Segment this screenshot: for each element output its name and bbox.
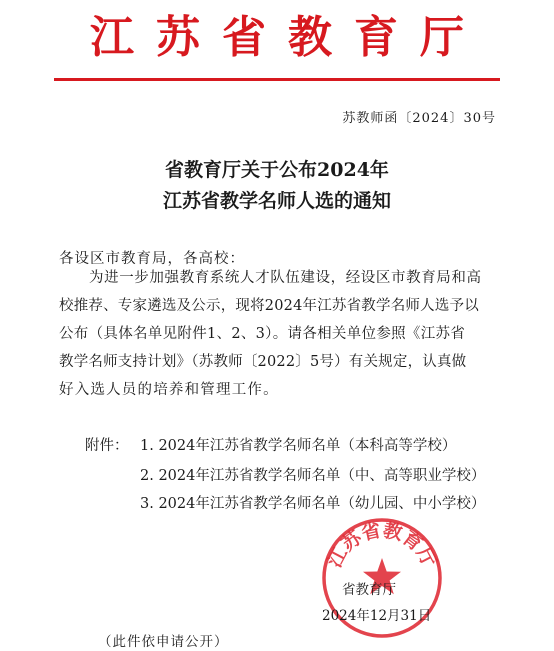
notice-title-line-2: 江苏省教学名师人选的通知: [162, 190, 391, 212]
issuer-name: 省教育厅: [342, 582, 396, 598]
attachment-item-3: 3. 2024年江苏省教学名师名单（幼儿园、中小学校）: [140, 496, 486, 512]
document-number: 苏教师函〔2024〕30号: [342, 111, 496, 126]
body-line-2: 校推荐、专家遴选及公示，现将2024年江苏省教学名师人选予以: [59, 298, 479, 314]
body-line-4: 教学名师支持计划》（苏教师〔2022〕5号）有关规定，认真做: [59, 354, 467, 370]
issue-date: 2024年12月31日: [322, 608, 432, 624]
red-divider-line: [54, 78, 500, 81]
disclosure-note: （此件依申请公开）: [98, 634, 229, 650]
notice-title-line-1: 省教育厅关于公布2024年: [165, 159, 389, 181]
body-line-5: 好入选人员的培养和管理工作。: [59, 382, 279, 398]
attachment-item-1: 1. 2024年江苏省教学名师名单（本科高等学校）: [140, 438, 457, 454]
body-line-3: 公布（具体名单见附件1、2、3）。请各相关单位参照《江苏省: [59, 326, 466, 342]
attachments-label: 附件：: [85, 438, 129, 454]
salutation: 各设区市教育局，各高校：: [59, 251, 245, 267]
attachment-item-2: 2. 2024年江苏省教学名师名单（中、高等职业学校）: [140, 468, 486, 484]
svg-text:江苏省教育厅: 江苏省教育厅: [323, 519, 441, 572]
header-title: 江苏省教育厅: [90, 12, 486, 63]
body-line-1: 为进一步加强教育系统人才队伍建设，经设区市教育局和高: [89, 270, 482, 286]
